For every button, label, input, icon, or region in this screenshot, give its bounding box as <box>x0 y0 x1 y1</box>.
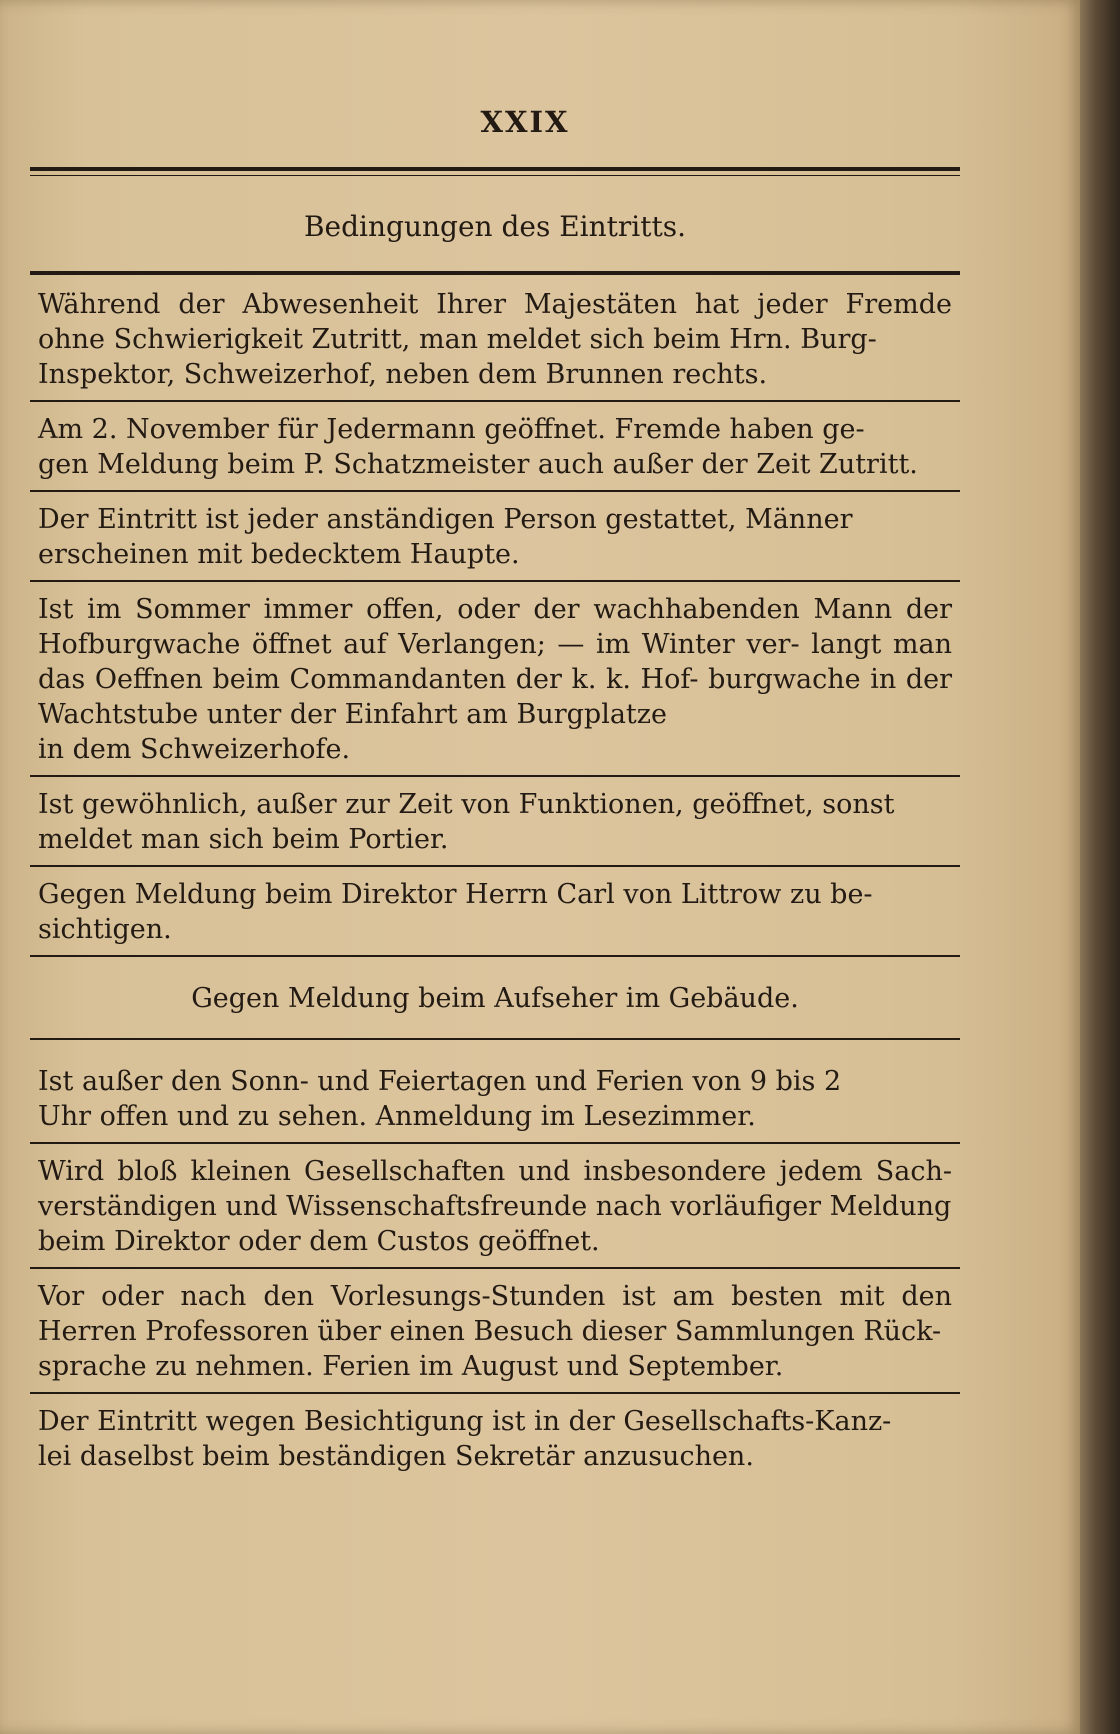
entry-last-line: Gegen Meldung beim Aufseher im Gebäude. <box>191 983 799 1014</box>
entry-last-line: gen Meldung beim P. Schatzmeister auch außer der Zeit Zutritt. <box>38 449 918 480</box>
entry-4 <box>30 590 960 773</box>
entry-separator <box>30 955 960 957</box>
entry-8 <box>30 1062 960 1140</box>
entry-separator <box>30 775 960 777</box>
entry-3 <box>30 500 960 578</box>
entry-separator <box>30 865 960 867</box>
entry-separator <box>30 1142 960 1144</box>
entry-text: Gegen Meldung beim Direktor Herrn Carl von Littrow zu be- <box>38 879 873 910</box>
entry-9 <box>30 1152 960 1265</box>
entry-last-line: sichtigen. <box>38 914 172 945</box>
entry-separator <box>30 1267 960 1269</box>
page-edge <box>1080 0 1120 1734</box>
entry-text: Wird bloß kleinen Gesellschaften und insbesondere jedem Sach- verständigen und Wissenschaftsfreunde nach vorläufiger Meldung <box>38 1156 952 1222</box>
entry-separator <box>30 1392 960 1394</box>
page-number: XXIX <box>480 105 570 139</box>
entry-last-line: lei daselbst beim beständigen Sekretär anzusuchen. <box>38 1441 754 1472</box>
entry-7 <box>30 979 960 1022</box>
entry-last-line: sprache zu nehmen. Ferien im August und September. <box>38 1351 784 1382</box>
header-rule <box>30 167 960 176</box>
entry-last-line: Inspektor, Schweizerhof, neben dem Brunnen rechts. <box>38 359 768 390</box>
entry-text: Vor oder nach den Vorlesungs-Stunden ist am besten mit den Herren Professoren über einen Besuch dieser Sammlungen Rück- <box>38 1281 952 1347</box>
entry-last-line: beim Direktor oder dem Custos geöffnet. <box>38 1226 600 1257</box>
entry-text: Während der Abwesenheit Ihrer Majestäten hat jeder Fremde ohne Schwierigkeit Zutritt, man meldet sich beim Hrn. Burg- <box>38 289 952 355</box>
page-content <box>30 95 960 1480</box>
entry-text: Der Eintritt wegen Besichtigung ist in der Gesellschafts-Kanz- <box>38 1406 892 1437</box>
entry-5 <box>30 785 960 863</box>
entry-text: Ist im Sommer immer offen, oder der wachhabenden Mann der Hofburgwache öffnet auf Verlangen; — im Winter ver- langt man das Oeffnen beim Commandanten der k. k. Hof- burgwache in der Wachtstube unter der Einfahrt am Burgplatze <box>38 594 952 730</box>
entry-separator <box>30 580 960 582</box>
entry-6 <box>30 875 960 953</box>
entry-text: Am 2. November für Jedermann geöffnet. Fremde haben ge- <box>38 414 865 445</box>
entry-last-line: Uhr offen und zu sehen. Anmeldung im Lesezimmer. <box>38 1101 756 1132</box>
entry-last-line: in dem Schweizerhofe. <box>38 734 351 765</box>
section-heading: Bedingungen des Eintritts. <box>303 210 687 243</box>
entry-1 <box>30 285 960 398</box>
entry-last-line: erscheinen mit bedecktem Haupte. <box>38 539 520 570</box>
entry-10 <box>30 1277 960 1390</box>
entry-separator <box>30 1038 960 1040</box>
entry-2 <box>30 410 960 488</box>
entry-text: Der Eintritt ist jeder anständigen Person gestattet, Männer <box>38 504 853 535</box>
entry-11 <box>30 1402 960 1480</box>
entry-text: Ist gewöhnlich, außer zur Zeit von Funktionen, geöffnet, sonst <box>38 789 895 820</box>
entry-separator <box>30 490 960 492</box>
entry-text: Ist außer den Sonn- und Feiertagen und Ferien von 9 bis 2 <box>38 1066 842 1097</box>
entry-separator <box>30 400 960 402</box>
heading-rule <box>30 271 960 275</box>
entry-last-line: meldet man sich beim Portier. <box>38 824 449 855</box>
